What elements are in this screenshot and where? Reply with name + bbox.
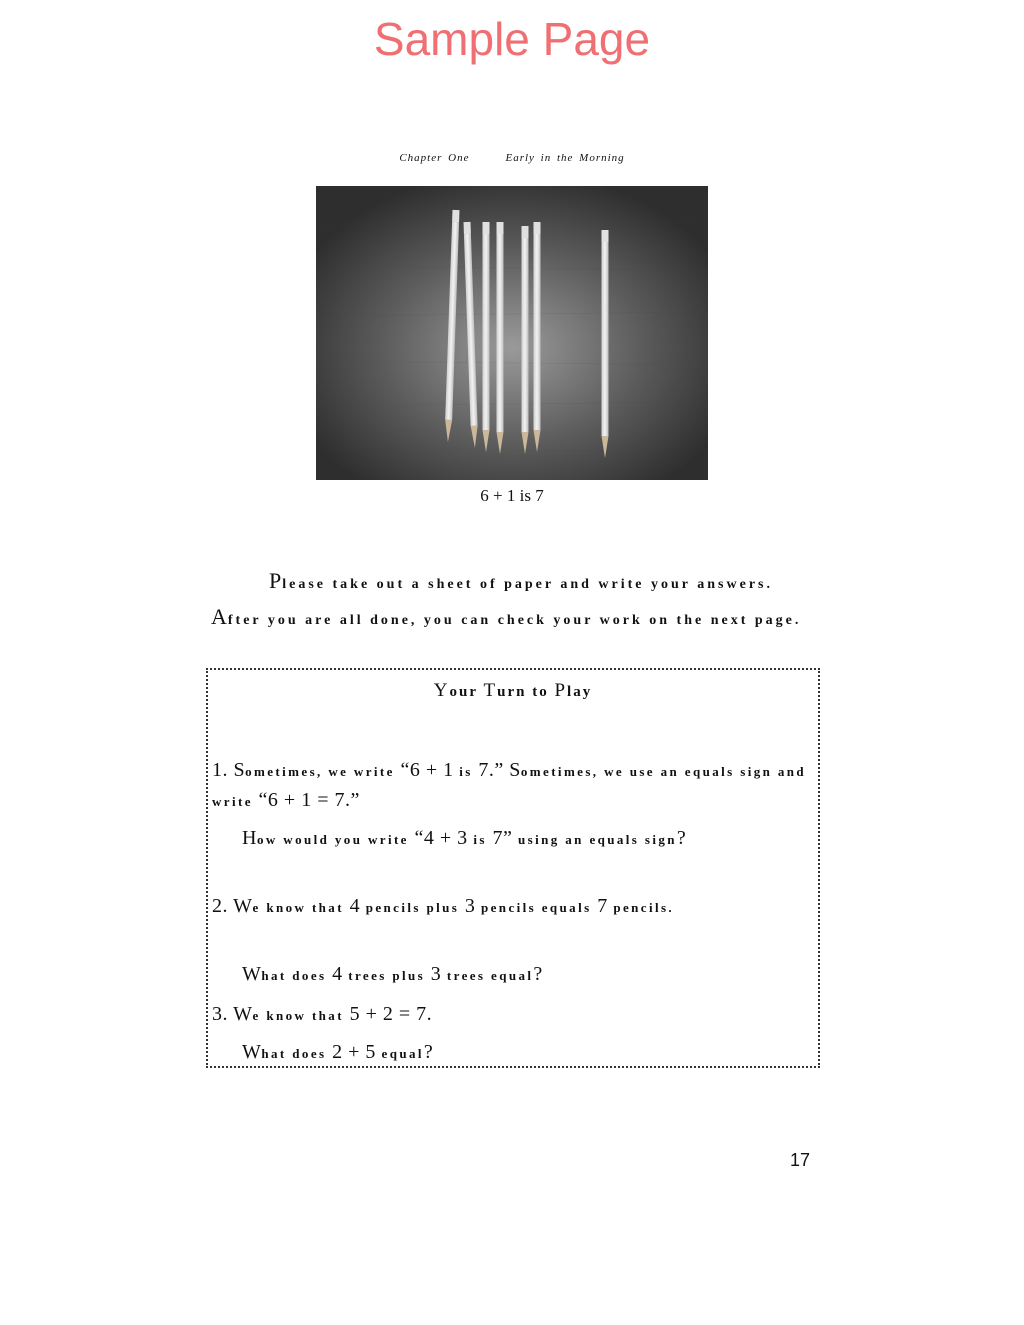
q-text: is	[453, 764, 479, 779]
q-text: “4 + 3	[414, 827, 468, 849]
drop-letter: P	[269, 568, 283, 593]
q-text: e know that	[252, 900, 350, 915]
title-part: T	[483, 680, 498, 701]
title-part: urn to	[497, 684, 555, 700]
q-text: e know that	[252, 1008, 350, 1023]
your-turn-box	[206, 668, 820, 1068]
q-text: S	[233, 759, 246, 781]
question-3	[212, 1000, 812, 1030]
q-text: W	[242, 1041, 262, 1063]
question-number: 3.	[212, 1003, 234, 1025]
q-text: 4	[349, 895, 361, 917]
question-2-prompt	[212, 960, 812, 990]
q-text: S	[503, 759, 521, 781]
pencil	[602, 230, 609, 458]
drop-letter: A	[211, 604, 228, 629]
q-text: ?	[423, 1041, 434, 1063]
q-text: “6 + 1	[400, 759, 454, 781]
q-text: pencils equals	[475, 900, 598, 915]
q-text: 7”	[492, 827, 513, 849]
q-text: H	[242, 827, 257, 849]
q-text: pencils.	[607, 900, 675, 915]
q-text: using an equals sign	[512, 832, 677, 847]
q-text: trees plus	[342, 968, 431, 983]
pencil	[534, 222, 541, 452]
q-text: hat does	[261, 968, 333, 983]
q-text: 7	[597, 895, 608, 917]
q-text: equal	[375, 1046, 424, 1061]
title-part: our	[449, 684, 484, 700]
title-part: P	[554, 680, 568, 701]
q-text: hat does	[261, 1046, 333, 1061]
q-text: ometimes, we write	[245, 764, 401, 779]
q-text: W	[233, 895, 253, 917]
sample-page-watermark: Sample Page	[373, 13, 651, 65]
instructions-paragraph	[211, 565, 811, 637]
instructions-text: lease take out a sheet of paper and write your answers.	[282, 577, 773, 592]
q-text: ?	[676, 827, 687, 849]
chapter-label: Chapter One	[399, 152, 470, 164]
q-text: ?	[533, 963, 543, 985]
photo-caption: 6 + 1 is 7	[480, 486, 544, 505]
q-text: 3	[464, 895, 476, 917]
q-text: is	[467, 832, 493, 847]
question-2	[212, 892, 812, 922]
running-header	[0, 152, 1024, 164]
box-title	[208, 680, 818, 702]
q-text: 3	[430, 963, 442, 985]
q-text: ow would you write	[256, 832, 415, 847]
q-text: ometimes, we use an equals sign and write	[212, 764, 807, 809]
page-number: 17	[790, 1150, 811, 1170]
q-text: pencils plus	[360, 900, 465, 915]
question-number: 1.	[212, 759, 234, 781]
instructions-text: fter you are all done, you can check your work on the next page.	[227, 613, 802, 628]
q-text: 7.”	[478, 759, 504, 781]
question-1	[212, 756, 812, 816]
q-text: “6 + 1 = 7.”	[258, 789, 360, 811]
question-3-prompt	[212, 1038, 812, 1068]
q-text: 4	[332, 963, 343, 985]
chapter-title: Early in the Morning	[505, 152, 625, 164]
title-part: lay	[567, 684, 593, 700]
pencil	[497, 222, 504, 454]
q-text: 5 + 2 = 7.	[349, 1003, 433, 1025]
question-1-prompt	[212, 824, 812, 854]
q-text: trees equal	[441, 968, 534, 983]
q-text: W	[233, 1003, 253, 1025]
q-text: W	[242, 963, 262, 985]
pencils-photo	[316, 186, 708, 480]
question-number: 2.	[212, 895, 234, 917]
q-text: 2 + 5	[332, 1041, 376, 1063]
pencil	[483, 222, 490, 452]
pencil	[522, 226, 529, 454]
title-part: Y	[433, 680, 450, 701]
